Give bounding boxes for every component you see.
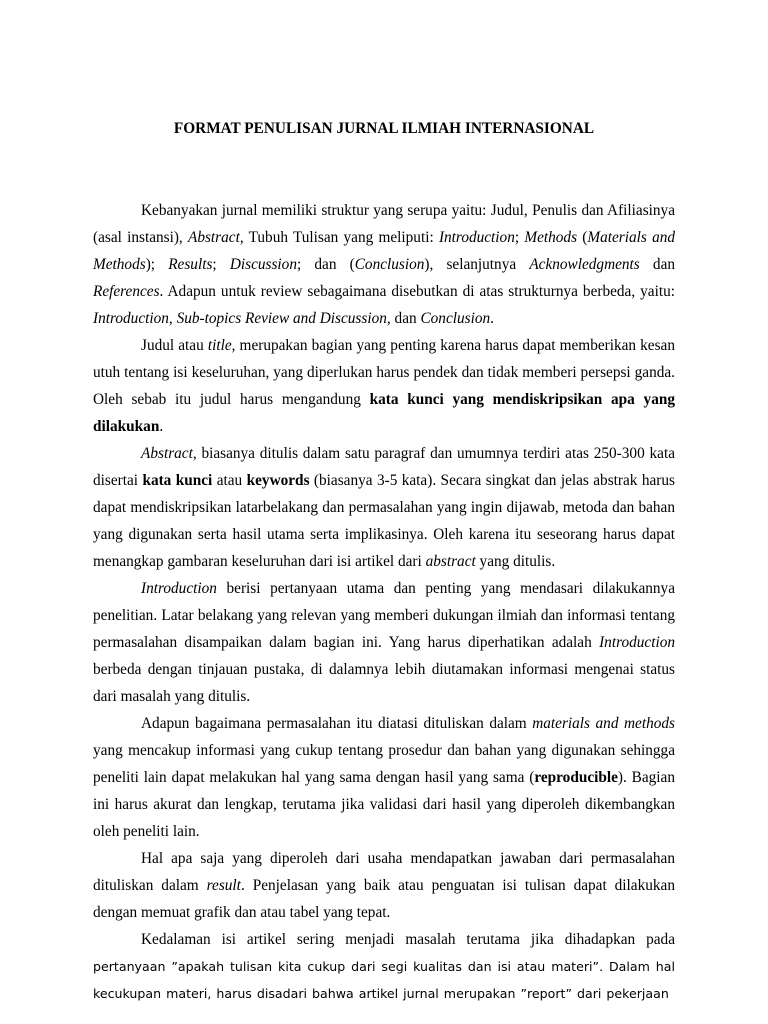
- paragraph-text: Judul atau: [141, 337, 208, 354]
- document-title: FORMAT PENULISAN JURNAL ILMIAH INTERNASIONAL: [173, 120, 595, 137]
- paragraph: [93, 710, 675, 845]
- paragraph-text: . Adapun untuk review sebagaimana disebutkan di atas strukturnya berbeda, yaitu:: [159, 283, 675, 300]
- paragraph-text: ). Bagian ini harus akurat dan lengkap, terutama jika validasi dari hasil yang diperoleh dikembangkan oleh peneliti lain.: [93, 769, 675, 840]
- italic-text: Discussion: [229, 256, 297, 273]
- paragraph-text: Adapun bagaimana permasalahan itu diatasi dituliskan dalam: [141, 715, 533, 732]
- paragraph-text: atau: [212, 472, 247, 489]
- paragraph-text: yang ditulis.: [475, 553, 556, 570]
- italic-text: Methods: [524, 229, 578, 246]
- paragraph-text: dan: [639, 256, 676, 273]
- italic-text: Introduction: [599, 634, 675, 651]
- italic-text: Conclusion: [420, 310, 491, 327]
- paragraph-text: (biasanya 3-5 kata). Secara singkat dan jelas abstrak harus dapat mendiskripsikan latarbelakang dan permasalahan yang ingin dijawab, metoda dan bahan yang digunakan serta hasil utama serta implikasinya. Oleh karena itu seseorang harus dapat menangkap gambaran keseluruhan dari isi artikel dari: [93, 472, 675, 570]
- paragraph-text: ;: [514, 229, 525, 246]
- italic-text: Introduction: [141, 580, 217, 597]
- paragraph-text: Kebanyakan jurnal memiliki struktur yang serupa yaitu: Judul, Penulis dan Afiliasinya (asal instansi),: [93, 202, 675, 246]
- paragraph-text: Kedalaman isi artikel sering menjadi masalah terutama jika dihadapkan pada: [141, 931, 675, 948]
- italic-text: materials and methods: [532, 715, 675, 732]
- paragraph-text: (: [577, 229, 588, 246]
- paragraph-text: ; dan (: [296, 256, 355, 273]
- paragraph: [93, 845, 675, 926]
- italic-text: Results: [168, 256, 213, 273]
- paragraph: [93, 575, 675, 710]
- bold-text: keywords: [246, 472, 310, 489]
- paragraph-text: );: [145, 256, 169, 273]
- italic-text: Abstract: [187, 229, 240, 246]
- italic-text: title: [207, 337, 232, 354]
- paragraph-text: , Tubuh Tulisan yang meliputi:: [239, 229, 439, 246]
- italic-text: Introduction: [438, 229, 515, 246]
- paragraph-text: berisi pertanyaan utama dan penting yang mendasari dilakukannya penelitian. Latar belakang yang relevan yang memberi dukungan ilmiah dan informasi tentang permasalahan disampaikan dalam bagian ini. Yang harus diperhatikan adalah: [93, 580, 675, 651]
- paragraph-text: ,: [168, 310, 177, 327]
- italic-text: Materials and Methods: [93, 229, 676, 273]
- paragraph: [93, 197, 675, 332]
- paragraph-text: Hal apa saja yang diperoleh dari usaha mendapatkan jawaban dari permasalahan dituliskan dalam: [93, 850, 675, 894]
- paragraph-text: berbeda dengan tinjauan pustaka, di dalamnya lebih diutamakan informasi mengenai status dari masalah yang ditulis.: [93, 661, 675, 705]
- italic-text: Conclusion: [354, 256, 425, 273]
- paragraph-text: .: [159, 418, 164, 435]
- paragraph-text: , biasanya ditulis dalam satu paragraf dan umumnya terdiri atas 250-300 kata disertai: [93, 445, 675, 489]
- bold-text: reproducible: [534, 769, 618, 786]
- italic-text: Sub-topics Review and Discussion: [176, 310, 387, 327]
- paragraph-text: . Penjelasan yang baik atau penguatan isi tulisan dapat dilakukan dengan memuat grafik dan atau tabel yang tepat.: [93, 877, 675, 921]
- italic-text: Abstract: [141, 445, 193, 462]
- paragraph-text: ;: [212, 256, 230, 273]
- bold-text: kata kunci: [142, 472, 213, 489]
- paragraph-text: , merupakan bagian yang penting karena harus dapat memberikan kesan utuh tentang isi keseluruhan, yang diperlukan harus pendek dan tidak memberi persepsi ganda. Oleh sebab itu judul harus mengandung: [93, 337, 675, 408]
- paragraph-text: .: [490, 310, 494, 327]
- paragraph-text: yang mencakup informasi yang cukup tentang prosedur dan bahan yang digunakan sehingga peneliti lain dapat melakukan hal yang sama dengan hasil yang sama (: [93, 742, 675, 786]
- paragraph-text: , dan: [386, 310, 421, 327]
- italic-text: Introduction: [93, 310, 169, 327]
- paragraph-text: pertanyaan ”apakah tulisan kita cukup dari segi kualitas dan isi atau materi”. Dalam hal kecukupan materi, harus disadari bahwa artikel jurnal merupakan ”report” dari pekerjaan: [93, 959, 675, 1001]
- paragraph: [93, 926, 675, 1007]
- paragraph-text: ), selanjutnya: [424, 256, 530, 273]
- italic-text: References: [93, 283, 160, 300]
- italic-text: abstract: [425, 553, 476, 570]
- document-body: [93, 197, 675, 1007]
- italic-text: result: [206, 877, 241, 894]
- paragraph: [93, 440, 675, 575]
- bold-text: kata kunci yang mendiskripsikan apa yang dilakukan: [93, 391, 675, 435]
- italic-text: Acknowledgments: [529, 256, 640, 273]
- paragraph: [93, 332, 675, 440]
